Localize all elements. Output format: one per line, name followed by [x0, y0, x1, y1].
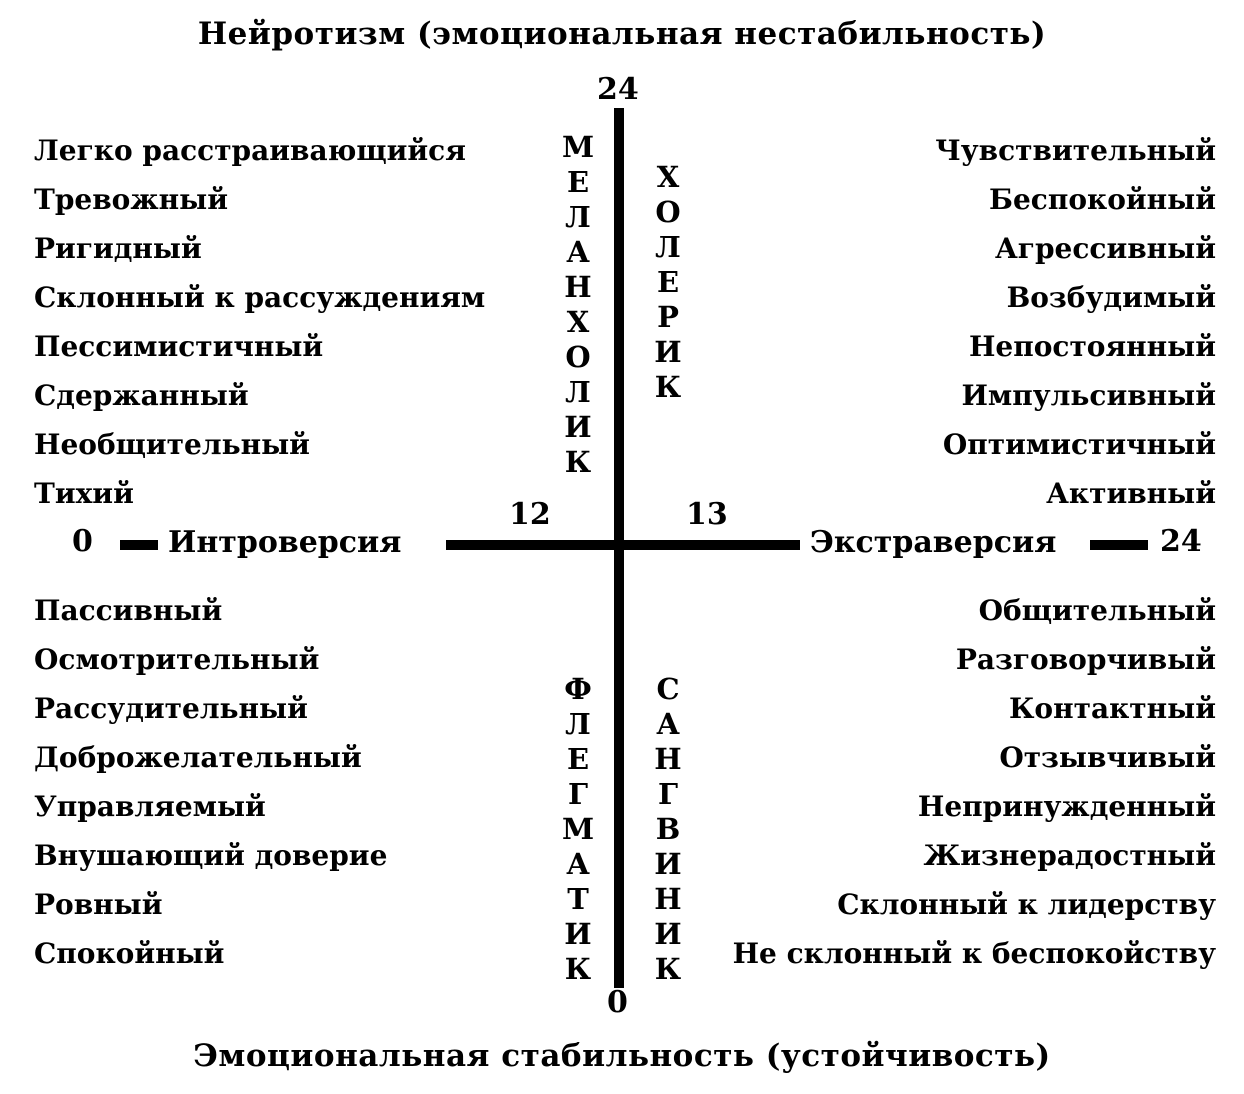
trait-item: Чувствительный: [935, 134, 1216, 167]
horizontal-axis-left-value: 0: [72, 524, 93, 559]
trait-item: Необщительный: [34, 428, 310, 461]
trait-item: Управляемый: [34, 790, 266, 823]
quadrant-label-melancholic: МЕЛАНХОЛИК: [561, 130, 595, 480]
trait-item: Склонный к рассуждениям: [34, 281, 486, 314]
trait-item: Тревожный: [34, 183, 228, 216]
trait-item: Возбудимый: [1006, 281, 1216, 314]
trait-item: Активный: [1046, 477, 1216, 510]
trait-item: Не склонный к беспокойству: [732, 937, 1216, 970]
vertical-axis-midpoint-left-value: 12: [509, 497, 551, 532]
trait-item: Доброжелательный: [34, 741, 362, 774]
trait-item: Склонный к лидерству: [837, 888, 1216, 921]
horizontal-axis-right-label: Экстраверсия: [804, 525, 1062, 560]
vertical-axis-bottom-value: 0: [607, 985, 628, 1020]
quadrant-label-choleric: ХОЛЕРИК: [651, 160, 685, 405]
trait-item: Ригидный: [34, 232, 202, 265]
trait-item: Пессимистичный: [34, 330, 324, 363]
trait-item: Контактный: [1008, 692, 1216, 725]
vertical-axis-midpoint-right-value: 13: [686, 497, 728, 532]
trait-item: Разговорчивый: [955, 643, 1216, 676]
trait-item: Оптимистичный: [942, 428, 1216, 461]
trait-item: Внушающий доверие: [34, 839, 388, 872]
trait-list-melancholic: [34, 126, 485, 518]
trait-item: Пассивный: [34, 594, 223, 627]
vertical-axis-top-title: Нейротизм (эмоциональная нестабильность): [197, 16, 1047, 52]
quadrant-label-sanguine: САНГВИНИК: [651, 672, 685, 987]
trait-item: Легко расстраивающийся: [34, 134, 466, 167]
trait-item: Импульсивный: [961, 379, 1216, 412]
trait-list-choleric: [935, 126, 1216, 518]
trait-item: Спокойный: [34, 937, 225, 970]
horizontal-axis-left-label: Интроверсия: [162, 525, 407, 560]
vertical-axis-bottom-title: Эмоциональная стабильность (устойчивость): [193, 1038, 1051, 1074]
trait-item: Общительный: [978, 594, 1216, 627]
trait-item: Беспокойный: [989, 183, 1216, 216]
trait-item: Жизнерадостный: [923, 839, 1216, 872]
vertical-axis-top-value: 24: [597, 72, 639, 107]
trait-item: Отзывчивый: [999, 741, 1216, 774]
trait-item: Ровный: [34, 888, 163, 921]
trait-item: Рассудительный: [34, 692, 308, 725]
trait-item: Непостоянный: [968, 330, 1216, 363]
trait-list-sanguine: [733, 586, 1216, 978]
trait-item: Тихий: [34, 477, 134, 510]
horizontal-axis-right-value: 24: [1160, 524, 1202, 559]
trait-item: Непринужденный: [917, 790, 1216, 823]
trait-item: Осмотрительный: [34, 643, 320, 676]
trait-item: Агрессивный: [994, 232, 1216, 265]
trait-item: Сдержанный: [34, 379, 249, 412]
trait-list-phlegmatic: [34, 586, 387, 978]
quadrant-label-phlegmatic: ФЛЕГМАТИК: [561, 672, 595, 987]
